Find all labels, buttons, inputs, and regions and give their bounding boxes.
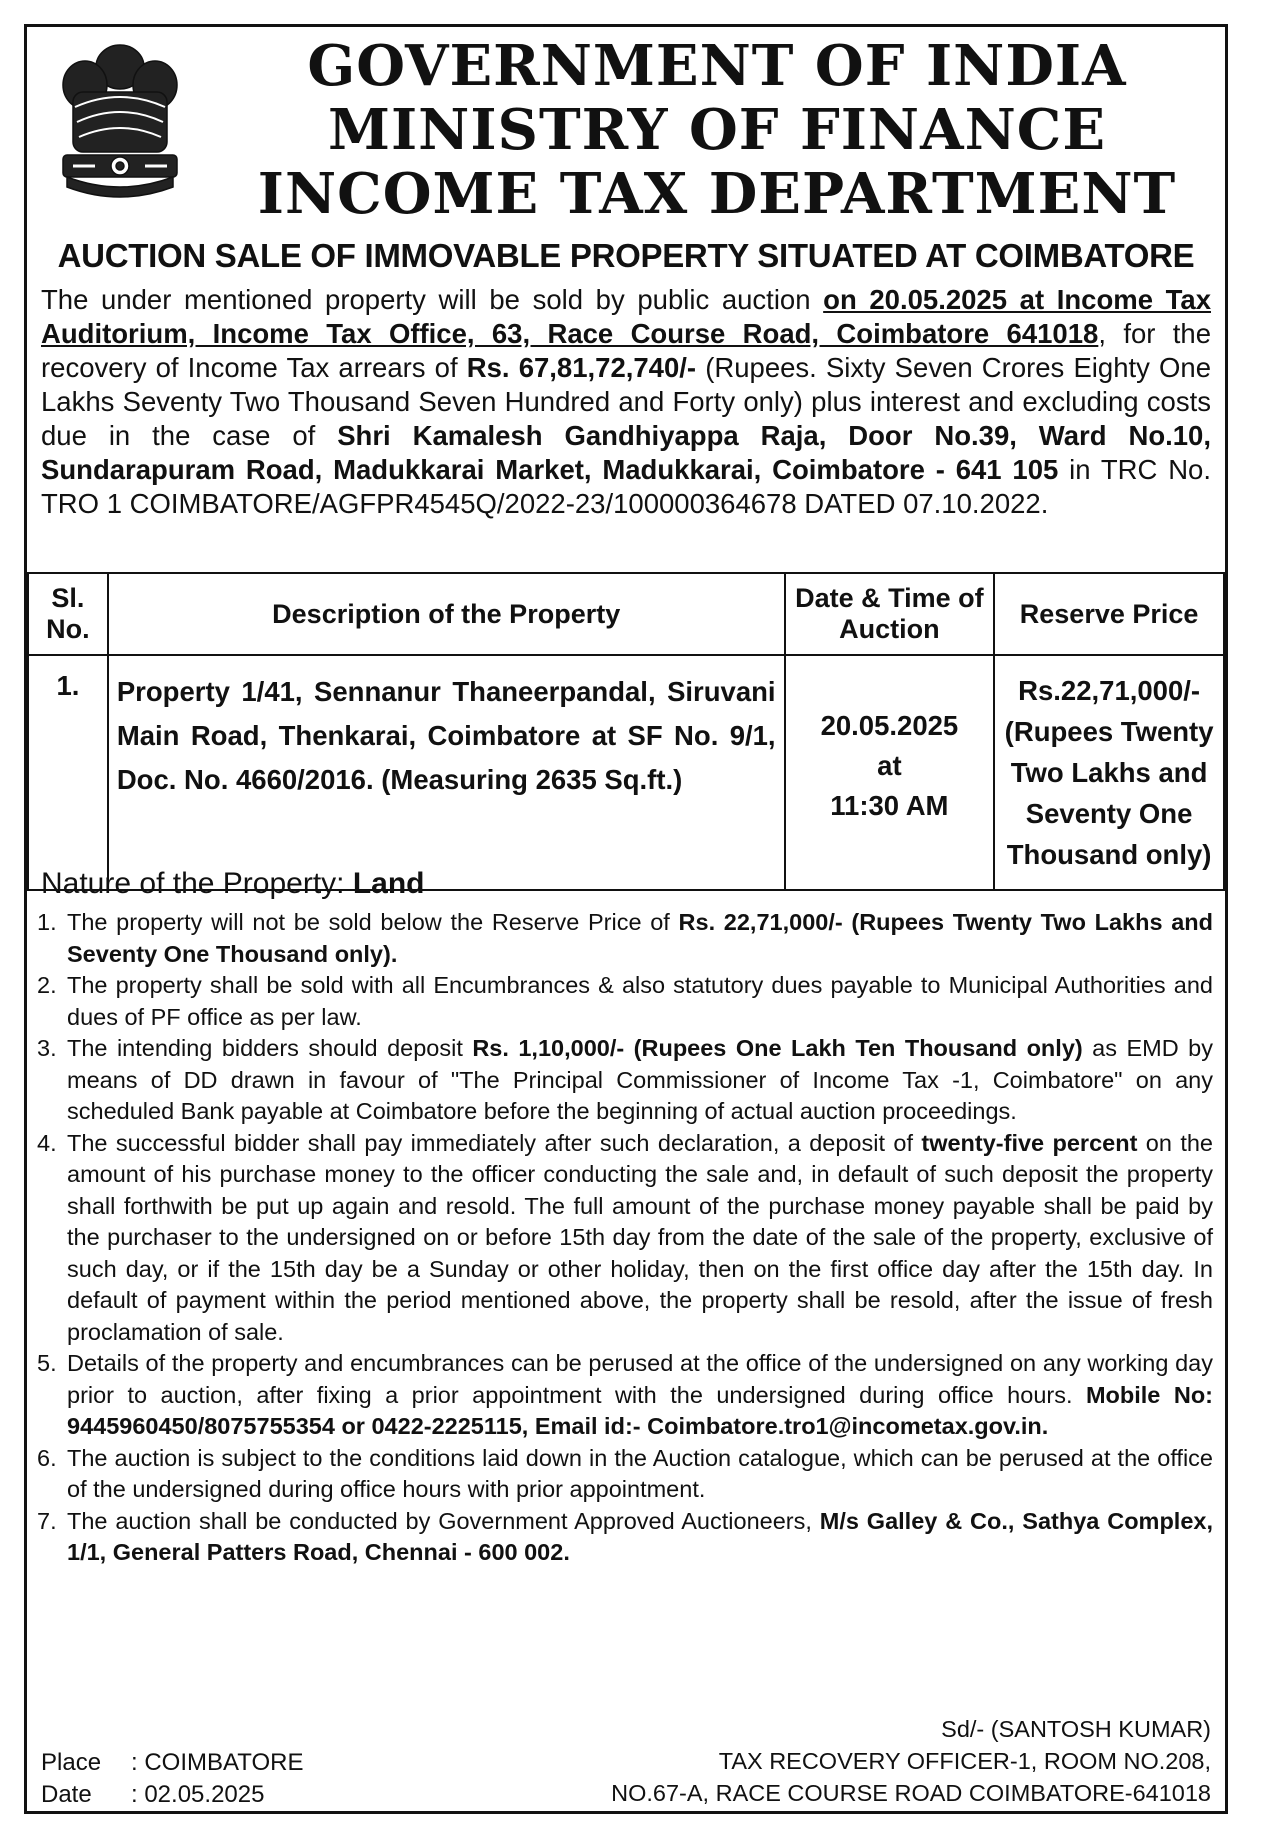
item-text: The property will not be sold below the Reserve Price of <box>67 909 679 935</box>
signature-block <box>611 1713 1211 1809</box>
item-emphasis: Mobile No: 9445960450/8075755354 or 0422-2225115, Email id:- Coimbatore.tro1@incometax.gov.in. <box>67 1381 1214 1439</box>
item-number: 3. <box>37 1035 57 1061</box>
intro-text: The under mentioned property will be sold by public auction <box>41 284 824 315</box>
item-emphasis: twenty-five percent <box>921 1129 1138 1156</box>
item-text: Details of the property and encumbrances can be perused at the office of the undersigned on any working day prior to auction, after fixing a prior appointment with the undersigned during office hours. <box>67 1350 1213 1408</box>
auction-time: 11:30 AM <box>830 790 949 821</box>
nature-value: Land <box>352 867 425 900</box>
item-text: The auction shall be conducted by Government Approved Auctioneers, <box>67 1507 820 1534</box>
property-nature <box>41 867 425 901</box>
col-description: Description of the Property <box>108 573 785 655</box>
place-label: Place <box>41 1749 102 1776</box>
item-number: 7. <box>37 1507 57 1534</box>
item-emphasis: Rs. 22,71,000/- (Rupees Twenty Two Lakhs and Seventy One Thousand only). <box>67 909 1213 967</box>
cell-sl-no: 1. <box>28 655 108 890</box>
auction-date: 20.05.2025 <box>820 710 959 741</box>
intro-text: (Rupees. Sixty Seven Crores Eighty One Lakhs Seventy Two Thousand Seven Hundred and Forty only) plus interest and excluding costs due in the case of <box>41 352 1212 451</box>
list-item <box>37 970 1213 1033</box>
table-row <box>28 655 1224 890</box>
item-text: as EMD by means of DD drawn in favour of "The Principal Commissioner of Income Tax -1, Coimbatore" on any scheduled Bank payable at Coimbatore before the beginning of actual auction proceedings. <box>67 1035 1213 1124</box>
list-item <box>37 1443 1213 1506</box>
notice-title: AUCTION SALE OF IMMOVABLE PROPERTY SITUATED AT COIMBATORE <box>57 237 1195 274</box>
property-table <box>27 572 1225 891</box>
col-reserve-price: Reserve Price <box>994 573 1224 655</box>
date-label: Date <box>41 1781 92 1808</box>
header-government: GOVERNMENT OF INDIA <box>307 33 1127 99</box>
cell-description: Property 1/41, Sennanur Thaneerpandal, Siruvani Main Road, Thenkarai, Coimbatore at SF No. 9/1, Doc. No. 4660/2016. (Measuring 2635 Sq.ft.) <box>108 655 785 890</box>
col-date-time: Date & Time of Auction <box>785 573 995 655</box>
item-text: The intending bidders should deposit <box>67 1035 473 1061</box>
signature-name: Sd/- (SANTOSH KUMAR) <box>941 1716 1211 1742</box>
table-header-row <box>28 573 1224 655</box>
item-text: The property shall be sold with all Encumbrances & also statutory dues payable to Municipal Authorities and dues of PF office as per law. <box>67 972 1213 1030</box>
signature-address: NO.67-A, RACE COURSE ROAD COIMBATORE-641018 <box>611 1780 1211 1806</box>
cell-reserve-price: Rs.22,71,000/- (Rupees Twenty Two Lakhs and Seventy One Thousand only) <box>994 655 1224 890</box>
arrears-amount: Rs. 67,81,72,740/- <box>466 352 697 383</box>
col-sl-no: Sl. No. <box>28 573 108 655</box>
ashoka-emblem-icon <box>45 37 195 227</box>
auction-venue: on 20.05.2025 at Income Tax Auditorium, Income Tax Office, 63, Race Course Road, Coimbatore 641018 <box>41 284 1211 349</box>
item-number: 4. <box>37 1129 57 1156</box>
list-item <box>37 1128 1213 1349</box>
list-item <box>37 1033 1213 1128</box>
list-item <box>37 1506 1213 1569</box>
list-item <box>37 1348 1213 1443</box>
item-number: 1. <box>37 909 57 935</box>
signature-designation: TAX RECOVERY OFFICER-1, ROOM NO.208, <box>718 1748 1211 1774</box>
item-number: 5. <box>37 1350 57 1376</box>
defaulter-details: Shri Kamalesh Gandhiyappa Raja, Door No.39, Ward No.10, Sundarapuram Road, Madukkarai Market, Madukkarai, Coimbatore - 641 105 <box>41 420 1211 485</box>
item-emphasis: M/s Galley & Co., Sathya Complex, 1/1, General Patters Road, Chennai - 600 002. <box>67 1507 1213 1565</box>
item-emphasis: Rs. 1,10,000/- (Rupees One Lakh Ten Thousand only) <box>472 1035 1083 1061</box>
item-text: The successful bidder shall pay immediately after such declaration, a deposit of <box>67 1129 922 1156</box>
item-number: 2. <box>37 972 57 998</box>
auction-notice <box>24 24 1228 1814</box>
auction-at: at <box>877 750 902 781</box>
header-department: INCOME TAX DEPARTMENT <box>257 161 1177 227</box>
place-value: : COIMBATORE <box>131 1749 304 1776</box>
item-text: The auction is subject to the conditions laid down in the Auction catalogue, which can be perused at the office of the undersigned during office hours with prior appointment. <box>67 1444 1213 1502</box>
intro-paragraph <box>41 283 1211 521</box>
item-number: 6. <box>37 1444 57 1471</box>
header-ministry: MINISTRY OF FINANCE <box>327 97 1107 163</box>
place-date-block <box>41 1747 303 1811</box>
list-item <box>37 907 1213 970</box>
cell-date-time <box>785 655 995 890</box>
trc-details: in TRC No. TRO 1 COIMBATORE/AGFPR4545Q/2022-23/100000364678 DATED 07.10.2022. <box>41 454 1211 519</box>
date-value: : 02.05.2025 <box>131 1781 265 1808</box>
conditions-list <box>37 907 1213 1569</box>
item-text: on the amount of his purchase money to the officer conducting the sale and, in default of such deposit the property shall forthwith be put up again and resold. The full amount of the purchase money payable shall be paid by the purchaser to the undersigned on or before 15th day from the date of the sale of the property, exclusive of such day, or if the 15th day be a Sunday or other holiday, then on the first office day after the 15th day. In default of payment within the period mentioned above, the property shall be resold, after the issue of fresh proclamation of sale. <box>67 1129 1213 1345</box>
intro-text: , for the recovery of Income Tax arrears of <box>41 318 1211 383</box>
nature-label: Nature of the Property: <box>41 867 353 900</box>
